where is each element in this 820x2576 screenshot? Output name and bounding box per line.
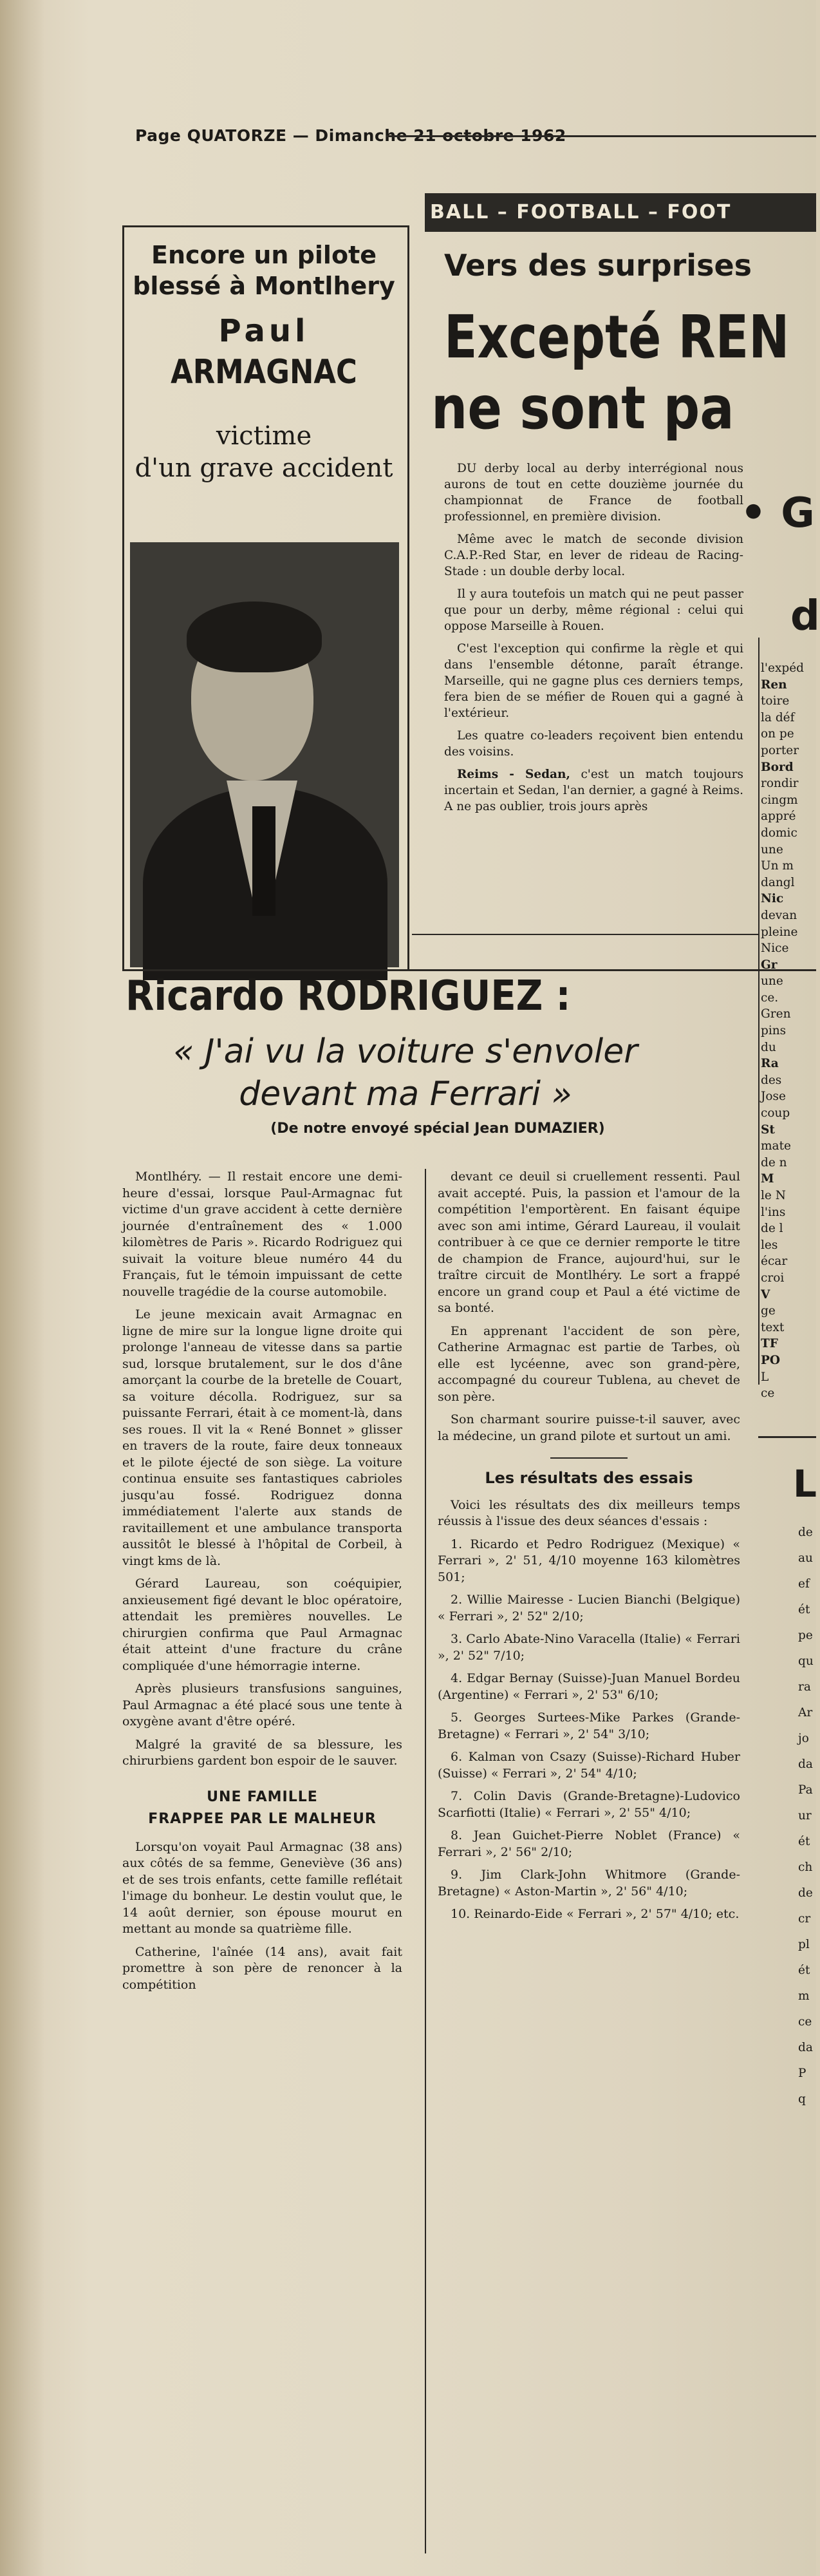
fragment: ef	[798, 1577, 810, 1591]
football-kicker: Vers des surprises	[444, 248, 752, 283]
left-name-first: Paul	[218, 313, 310, 349]
fragment: cr	[798, 1912, 811, 1926]
fragment: une	[761, 842, 783, 857]
col1-paragraph: Malgré la gravité de sa blessure, les chirurbiens gardent bon espoir de le sauver.	[122, 1737, 402, 1768]
fragment: les	[761, 1238, 778, 1252]
football-side-head-1: • G	[740, 489, 815, 537]
fragment: écar	[761, 1255, 788, 1269]
fragment: q	[798, 2092, 806, 2106]
left-kicker-line1: Encore un pilote	[151, 241, 377, 269]
fragment: ce.	[761, 990, 779, 1005]
fragment: ch	[798, 1861, 813, 1874]
col2-paragraph: En apprenant l'accident de son père, Catherine Armagnac est partie de Tarbes, où elle est lycéenne, avec son grand-père, accompagné du coureur Tublena, au chevet de son père.	[438, 1323, 740, 1404]
fragment: de n	[761, 1155, 787, 1170]
article-rule-left	[122, 969, 405, 971]
page-header: Page QUATORZE — Dimanche 21 octobre 1962	[135, 126, 566, 145]
results-rule	[550, 1457, 628, 1459]
fragment: ce	[761, 1387, 775, 1401]
fragment: Gr	[761, 958, 778, 972]
fragment: ét	[798, 1964, 810, 1977]
results-item: 6. Kalman von Csazy (Suisse)-Richard Huber (Suisse) « Ferrari », 2' 54" 4/10;	[438, 1750, 740, 1781]
results-title: Les résultats des essais	[485, 1469, 693, 1487]
fragment: pe	[798, 1629, 813, 1642]
results-item: 2. Willie Mairesse - Lucien Bianchi (Belgique) « Ferrari », 2' 52" 2/10;	[438, 1593, 740, 1624]
reims-text: c'est un match toujours incertain et Sedan, l'an dernier, a gagné à Reims. A ne pas oublier, trois jours après	[444, 768, 743, 813]
fragment: on pe	[761, 727, 794, 741]
fragment: ra	[798, 1680, 811, 1694]
col2-paragraph: devant ce deuil si cruellement ressenti. Paul avait accepté. Puis, la passion et l'amour de la compétition l'emportèrent. En faisant équipe avec son ami intime, Gérard Laureau, il voulait contribuer à ce que ce dernier remporte le titre de champion de France, aujourd'hui, sur le traître circuit de Montlhéry. Le sort a frappé encore un grand coup et Paul a été victime de sa bonté.	[438, 1170, 740, 1315]
left-subtitle-line1: victime	[216, 421, 312, 451]
col1-paragraph: Le jeune mexicain avait Armagnac en ligne de mire sur la longue ligne droite qui prolonge l'anneau de vitesse dans sa partie sud, lorsque brutalement, sur le dos d'âne amorçant la courbe de la bretelle de Couart, sa voiture décolla. Rodriguez, sur sa puissante Ferrari, était à ce moment-là, dans ses roues. Il vit la « René Bonnet » glisser en travers de la route, faire deux tonneaux et le pilote éjecté de son siège. La voiture continua ensuite ses fantastiques cabrioles jusqu'au fossé. Rodriguez donna immédiatement l'alerte aux stands de ravitaillement et une ambulance transporta aussitôt le blessé à l'hôpital de Corbeil, à vingt kms de là.	[122, 1307, 402, 1568]
right-divider	[758, 638, 759, 1385]
fragment: PO	[761, 1353, 781, 1367]
football-paragraph: DU derby local au derby interrégional nous aurons de tout en cette douzième journée du championnat de France de football professionnel, en première division.	[444, 462, 743, 524]
fragment: Gren	[761, 1007, 791, 1021]
col1-paragraph: Catherine, l'aînée (14 ans), avait fait promettre à son père de renoncer à la compétition	[122, 1944, 402, 1992]
fragment: V	[761, 1287, 770, 1302]
fragment: de	[798, 1886, 813, 1900]
fragment: rondir	[761, 777, 799, 791]
fragment: Nic	[761, 892, 784, 906]
fragment: St	[761, 1122, 775, 1137]
results-item: 1. Ricardo et Pedro Rodriguez (Mexique) « Ferrari », 2' 51, 4/10 moyenne 163 kilomètres 501;	[438, 1537, 740, 1584]
col1-paragraph: Lorsqu'on voyait Paul Armagnac (38 ans) aux côtés de sa femme, Geneviève (36 ans) et de ses trois enfants, cette famille reflétait l'image du bonheur. Le destin voulut que, le 14 août dernier, son épouse mourut en mettant au monde sa quatrième fille.	[122, 1839, 402, 1936]
fragment: le N	[761, 1189, 786, 1202]
fragment: Ar	[798, 1706, 813, 1719]
reims-label: Reims - Sedan,	[457, 768, 570, 781]
fragment: dangl	[761, 875, 795, 889]
page-fold-shadow	[0, 0, 45, 2576]
fragment: da	[798, 2041, 813, 2054]
header-rule	[386, 135, 816, 137]
col1-paragraph: Gérard Laureau, son coéquipier, anxieusement figé devant le bloc opératoire, attendait les premières nouvelles. Le chirurgien confirma que Paul Armagnac était atteint d'une fracture du crâne compliquée d'une hémorragie interne.	[122, 1577, 402, 1673]
fragment: Ra	[761, 1057, 779, 1071]
main-quote-line2: devant ma Ferrari »	[239, 1075, 572, 1113]
photo-hair	[187, 601, 322, 672]
fragment: pleine	[761, 925, 798, 939]
fragment: Un m	[761, 859, 794, 873]
fragment: mate	[761, 1139, 791, 1153]
subhead-famille-line1: UNE FAMILLE	[207, 1788, 318, 1805]
results-item: 5. Georges Surtees-Mike Parkes (Grande-Bretagne) « Ferrari », 2' 54" 3/10;	[438, 1710, 740, 1741]
football-paragraph	[444, 766, 743, 815]
fragment: cingm	[761, 793, 798, 807]
fragment: Pa	[798, 1783, 813, 1797]
col1-paragraph: Après plusieurs transfusions sanguines, Paul Armagnac a été placé sous une tente à oxygène avant d'être opéré.	[122, 1681, 402, 1728]
football-paragraph: Il y aura toutefois un match qui ne peut passer que pour un derby, même régional : celui qui oppose Marseille à Rouen.	[444, 587, 743, 633]
football-paragraph: Les quatre co-leaders reçoivent bien entendu des voisins.	[444, 729, 743, 759]
section-band-label: BALL – FOOTBALL – FOOT	[430, 201, 732, 223]
fragment: de l	[761, 1222, 783, 1236]
right-fragments-column	[761, 660, 816, 1402]
fragment: de	[798, 1526, 813, 1539]
football-paragraph: C'est l'exception qui confirme la règle et qui dans l'ensemble détonne, paraît étrange. Marseille, qui ne gagne plus ces derniers temps, fera bien de se méfier de Rouen qui a gagné à l'extérieur.	[444, 642, 743, 720]
fragment: L	[761, 1370, 769, 1384]
football-side-head-2: d	[790, 592, 820, 640]
left-subtitle-line2: d'un grave accident	[135, 453, 393, 483]
fragment: du	[761, 1040, 776, 1054]
subhead-famille	[122, 1786, 402, 1830]
fragment: Nice	[761, 942, 789, 956]
fragment: m	[798, 1989, 810, 2003]
fragment: ce	[798, 2015, 812, 2029]
football-bottom-rule	[412, 934, 759, 935]
right-section-rule	[758, 1436, 816, 1438]
football-title-line2: ne sont pa	[431, 374, 734, 442]
fragment: jo	[798, 1732, 809, 1745]
fragment: ge	[761, 1304, 776, 1318]
results-item: 3. Carlo Abate-Nino Varacella (Italie) « Ferrari », 2' 52" 7/10;	[438, 1632, 740, 1663]
right-fragments-column-2	[798, 1520, 816, 2112]
results-item: 10. Reinardo-Eide « Ferrari », 2' 57" 4/10; etc.	[451, 1907, 740, 1921]
main-title: Ricardo RODRIGUEZ :	[126, 972, 571, 1020]
fragment: text	[761, 1320, 785, 1334]
football-title-line1: Excepté REN	[444, 303, 790, 372]
portrait-photo	[130, 542, 399, 967]
fragment: coup	[761, 1106, 790, 1121]
col2-paragraph: Son charmant sourire puisse-t-il sauver, avec la médecine, un grand pilote et surtout un ami.	[438, 1412, 740, 1443]
fragment: pins	[761, 1024, 787, 1038]
fragment: croi	[761, 1271, 785, 1285]
main-column-2	[438, 1169, 740, 1929]
left-name-last: ARMAGNAC	[171, 353, 357, 392]
fragment: porter	[761, 743, 799, 757]
fragment: ur	[798, 1809, 812, 1823]
column-divider	[425, 1169, 426, 2553]
football-column	[444, 460, 743, 821]
left-kicker-line2: blessé à Montlhery	[133, 272, 395, 300]
fragment: da	[798, 1757, 813, 1771]
results-item: 4. Edgar Bernay (Suisse)-Juan Manuel Bordeu (Argentine) « Ferrari », 2' 53" 6/10;	[438, 1671, 740, 1702]
fragment: pl	[798, 1938, 810, 1951]
fragment: l'expéd	[761, 661, 805, 675]
fragment: une	[761, 974, 783, 989]
main-column-1	[122, 1169, 402, 2000]
fragment: ét	[798, 1835, 810, 1848]
fragment: Bord	[761, 760, 794, 774]
results-item: 9. Jim Clark-John Whitmore (Grande-Bretagne) « Aston-Martin », 2' 56" 4/10;	[438, 1868, 740, 1899]
fragment: ét	[798, 1603, 810, 1616]
fragment: des	[761, 1073, 782, 1087]
right-section-initial: L	[793, 1462, 817, 1506]
fragment: domic	[761, 826, 797, 840]
fragment: M	[761, 1172, 774, 1186]
fragment: devan	[761, 908, 797, 922]
fragment: qu	[798, 1654, 814, 1668]
fragment: P	[798, 2067, 806, 2080]
fragment: appré	[761, 810, 796, 824]
article-rule	[405, 969, 816, 971]
fragment: TF	[761, 1337, 778, 1351]
byline: (De notre envoyé spécial Jean DUMAZIER)	[270, 1121, 605, 1137]
fragment: au	[798, 1551, 813, 1565]
football-paragraph: Même avec le match de seconde division C.A.P.-Red Star, en lever de rideau de Racing-Stade : un double derby local.	[444, 533, 743, 578]
results-intro: Voici les résultats des dix meilleurs temps réussis à l'issue des deux séances d'essais :	[438, 1497, 740, 1528]
photo-tie	[252, 806, 275, 916]
fragment: la déf	[761, 710, 795, 724]
left-subtitle	[129, 420, 399, 484]
fragment: l'ins	[761, 1205, 786, 1219]
fragment: Jose	[761, 1090, 786, 1104]
results-item: 8. Jean Guichet-Pierre Noblet (France) « Ferrari », 2' 56" 2/10;	[438, 1828, 740, 1859]
main-quote	[129, 1030, 682, 1115]
fragment: Ren	[761, 677, 787, 692]
left-kicker	[129, 240, 399, 301]
col1-paragraph: Montlhéry. — Il restait encore une demi-heure d'essai, lorsque Paul-Armagnac fut victime d'un grave accident à cette dernière journée d'entraînement des « 1.000 kilomètres de Paris ». Ricardo Rodriguez qui suivait la voiture bleue numéro 44 du Français, fut le témoin impuissant de cette nouvelle tragédie de la course automobile.	[122, 1170, 402, 1299]
subhead-famille-line2: FRAPPEE PAR LE MALHEUR	[148, 1810, 377, 1827]
main-quote-line1: « J'ai vu la voiture s'envoler	[173, 1032, 638, 1071]
fragment: toire	[761, 694, 790, 708]
results-item: 7. Colin Davis (Grande-Bretagne)-Ludovico Scarfiotti (Italie) « Ferrari », 2' 55" 4/10;	[438, 1789, 740, 1820]
